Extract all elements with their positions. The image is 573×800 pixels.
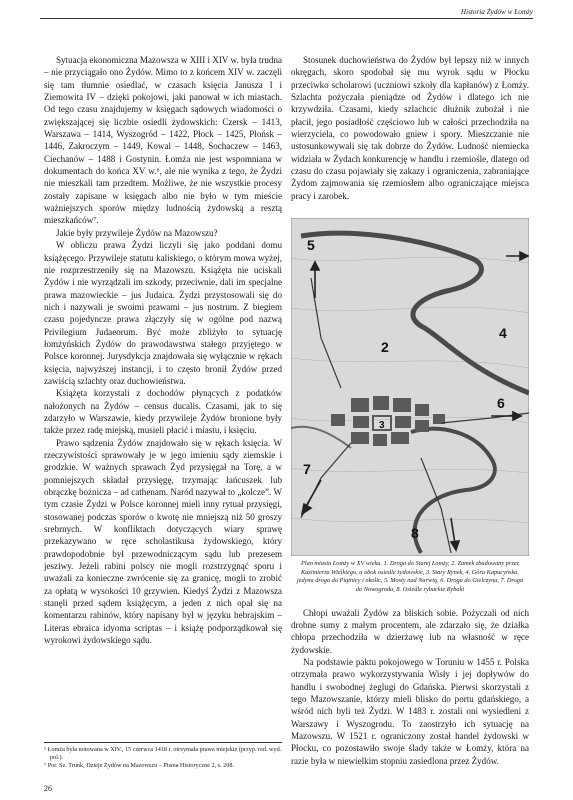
- right-column: [291, 54, 529, 767]
- map-label-6: 6: [497, 395, 505, 412]
- left-column: [44, 54, 282, 647]
- map-label-3: 3: [379, 420, 385, 432]
- paragraph: Jakie były przywileje Żydów na Mazowszu?: [56, 227, 218, 238]
- town-plan-map: [291, 218, 529, 556]
- map-label-8: 8: [411, 525, 419, 542]
- footnotes: [44, 742, 282, 771]
- map-label-5: 5: [307, 237, 315, 254]
- map-label-7: 7: [303, 461, 311, 478]
- paragraph: Sytuacja ekonomiczna Mazowsza w XIII i XIV w. była trudna – nie przyciągało ono Żydów. Mimo to z końcem XIV w. zaczęli się tam tłumnie osiedlać, w czasach księcia Janusza I i Ziemowita IV – dzięki pokojowi, jaki panował w ich miastach. Od tego czasu znajdujemy w księgach sądowych wiadomości o zwiększającej się liczbie osiedli żydowskich: Czersk – 1413, Warszawa – 1414, Wyszogród – 1422, Płock – 1425, Płońsk – 1446, Zakroczym – 1449, Kowal – 1448, Sochaczew – 1463, Ciechanów – 1488 i Gostynin. Łomża nie jest wspomniana w dokumentach do końca XV w.⁶, ale nie wynika z tego, że Żydzi nie mieszkali tam przedtem. Możliwe, że nie wszystkie procesy zostały zapisane w księgach albo nie było w tym mieście ważniejszych sporów między ludnością żydowską a resztą mieszkańców⁷.: [44, 55, 282, 226]
- paragraph: Stosunek duchowieństwa do Żydów był lepszy niż w innych okręgach, skoro spodobał się mu wyrok sądu w Płocku przeciwko scholarowi (uczniowi szkoły dla kapłanów) z Łomży. Szlachta pożyczała pieniądze od Żydów i dlatego ich nie krzywdziła. Czasami, kiedy szlachcic dłużnik zubożał i nie płacił, jego posiadłość częściowo lub w całości przechodziła na wierzyciela, co powodowało gniew i spory. Mieszczanie nie ustosunkowywali się tak dobrze do Żydów. Ludność niemiecka widziała w Żydach konkurencję w handlu i rzemiośle, dlatego od czasu do czasu pojawiały się zakazy i ograniczenia, zabraniające Żydom zajmowania się rzemiosłem albo ograniczające miejsca pracy i zarobek.: [291, 55, 529, 201]
- map-label-2: 2: [381, 339, 389, 356]
- paragraph: Prawo sądzenia Żydów znajdowało się w rękach księcia. W rzeczywistości sprawowały je w jego imieniu sądy ziemskie i grodzkie. W ważnych sprawach Żyd przysięgał na Torę, a w pomniejszych składał przysięgę, trzymając łańcuszek lub obrączkę bożnicza – ad cathenam. Naród nazywał to „kolcze”. W tym czasie Żydzi w Polsce koronnej mieli inny rytuał przysięgi, stosowanej podczas sporów o kwotę nie mniejszą niż 50 groszy srebrnych. W konfliktach dotyczących wiary sprawę przekazywano w ręce scholastikusa żydowskiego, który prawdopodobnie był przewodniczącym sądu lub prezesem jesziwy. Jeżeli rabini polscy nie mogli rozstrzygnąć sporu i uważali za konieczne zwrócenie się za granicę, mogli to zrobić za opłatą w wysokości 10 grzywien. Kiedyś Żydzi z Mazowsza stanęli przed sądem książęcym, a jeden z nich opał się na komentarzu rabinów, który napisany był w języku hebrajskim – Literas ebraica idyoma scriptas – i książę podporządkował się wyrokowi żydowskiego sądu.: [44, 437, 282, 646]
- map-label-4: 4: [499, 325, 507, 342]
- paragraph: Książęta korzystali z dochodów płynących z podatków nałożonych na Żydów – census ducalis. Czasami, jak to się zdarzyło w Warszawie, kiedy przywileje Żydów bronione były także przez radę miejską, musieli płacić i miastu, i księciu.: [44, 388, 282, 436]
- footnote: ⁶ Łomża była notowana w XIV., 15 czerwca 1418 r. otrzymała prawa miejskie (przyp. red. wyd. pol.).: [44, 746, 282, 762]
- running-head: Historia Żydów w Łomży: [40, 8, 533, 19]
- paragraph: Chłopi uważali Żydów za bliskich sobie. Pożyczali od nich drobne sumy z małym procentem, ale zdarzało się, że działka chłopa przechodziła w dzierżawę lub na własność w ręce żydowskie.: [291, 607, 529, 655]
- paragraph: W obliczu prawa Żydzi liczyli się jako poddani domu książęcego. Przywileje statutu kaliskiego, o którym mowa wyżej, nie rozprzestrzeniły się na Mazowszu. Książęta nie uciskali Żydów i nie wyrządzali im szkody, przeciwnie, dali im specjalne prawa mazowieckie – jus Judaica. Żydzi przystosowali się do nich i nazywali je swoimi prawami – jus nostrum. Z biegiem czasu pojedyncze prawa złączyły się w ogólne pod nazwą Privilegium Judaeorum. Być może zbliżyło to sytuację łomżyńskich Żydów do prawodawstwa stałego przyjętego w Polsce koronnej. Jurysdykcja znajdowała się wyłącznie w rękach księcia, najwyższej instancji, i to często bronił Żydów przed zawiścią szlachty oraz duchowieństwa.: [44, 240, 282, 386]
- footnote: ⁷ Por. Sz. Trunk, Dzieje Żydów na Mazowszu – Pisma Historyczne 2, s. 208.: [44, 762, 234, 770]
- paragraph: Na podstawie paktu pokojowego w Toruniu w 1455 r. Polska otrzymała prawo wykorzystywania Wisły i jej dopływów do handlu i swobodnej żeglugi do Gdańska. Pierwsi skorzystali z tego Mazowszanie, którzy mieli blisko do portu gdańskiego, a wśród nich byli też Żydzi. W 1483 r. zostali oni wysiedleni z Warszawy i Wyszogrodu. To zaostrzyło ich sytuację na Mazowszu. W 1521 r. ograniczony został handel żydowski w Płocku, co pozostawiło swoje ślady także w Łomży, która na razie była w niewielkim stopniu zasiedlona przez Żydów.: [291, 656, 529, 766]
- page-number: 26: [44, 784, 52, 793]
- town-plan-svg: [291, 218, 529, 556]
- figure-caption: Plan miasta Łomży w XV wieku. 1. Droga do Starej Łomży, 2. Zamek zbudowany przez Kazimierza Wielkiego, a obok osiedle żydowskie, 3. Stary Rynek, 4. Góra Kapucyńska, jedyna droga do Piątnicy i okolic, 5. Mosty nad Narwią, 6. Droga do Gielczyna, 7. Droga do Nowogrodu, 8. Osiedle rybackie Rybaki: [296, 560, 524, 593]
